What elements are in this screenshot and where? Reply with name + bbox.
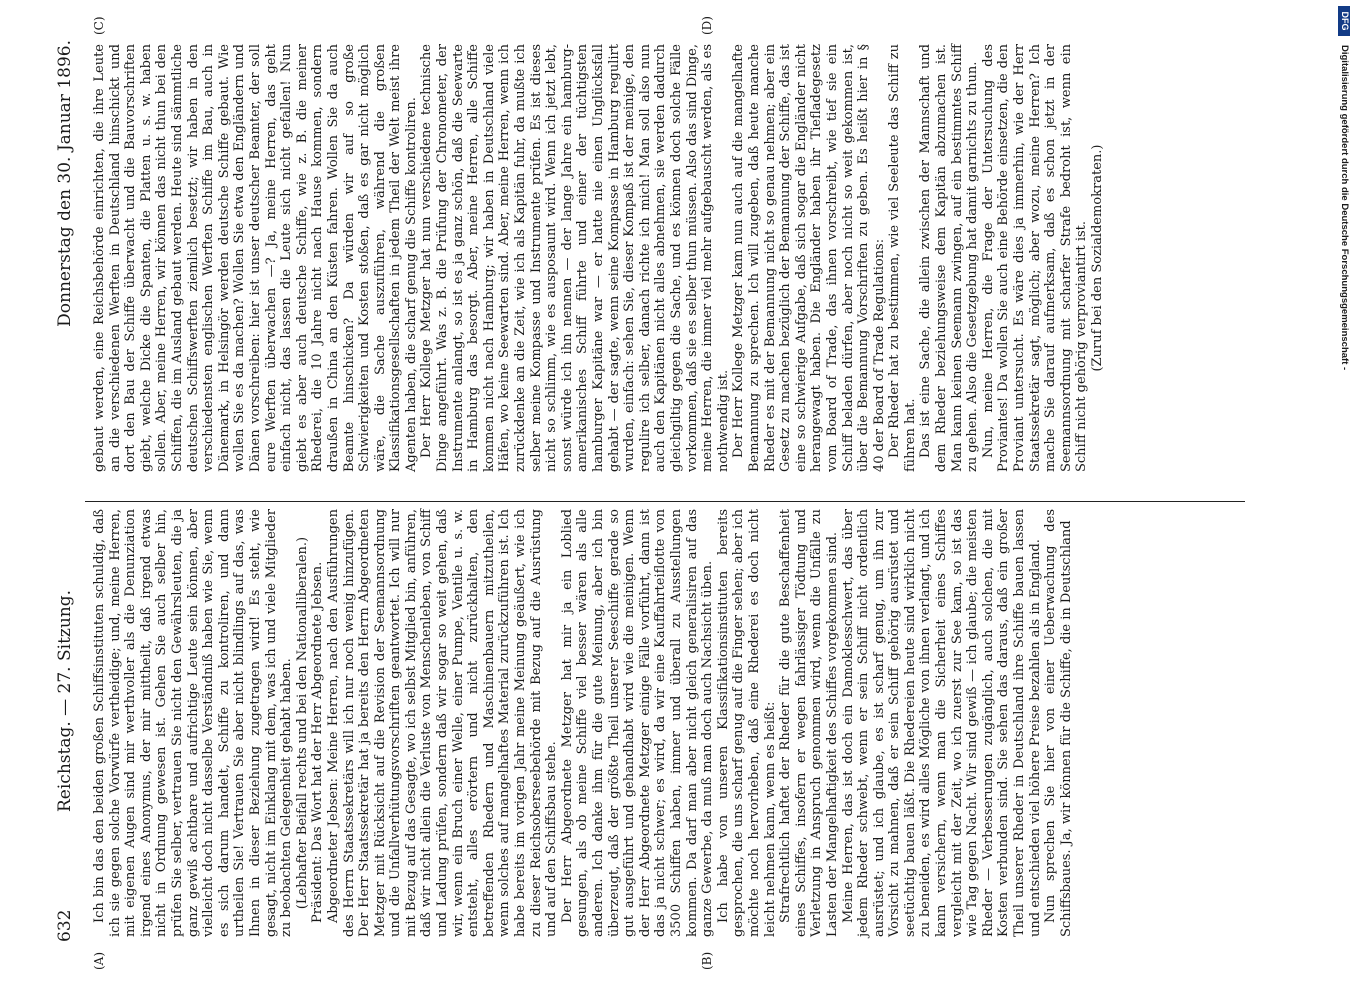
- header-right-title: Donnerstag den 30. Januar 1896.: [55, 40, 75, 327]
- margin-letter-c: (C): [92, 16, 106, 35]
- interjection: (Zuruf bei den Sozialdemokraten.): [1090, 144, 1105, 372]
- paragraph: Nun sprechen Sie hier von einer Ueberwachung des Schiffsbaues. Ja, wir können für die Schiffe, die in Deutschland: [1043, 509, 1074, 937]
- paragraph: gebaut werden, eine Reichsbehörde einrichten, die ihre Leute an die verschiedenen Werften in Deutschland hinschickt und dort den Bau der Schiffe überwacht und die Bauvorschriften giebt, welche Dicke die Spanten, die Platten u. s. w. haben sollen. Aber, meine Herren, wir können das nicht thun bei den Schiffen, die im Ausland gebaut werden. Heute sind sämmtliche deutschen Schiffswerften ziemlich besetzt; wir haben in den verschiedensten englischen Werften Schiffe im Bau, auch in Dänemark, in Helsingör werden deutsche Schiffe gebaut. Wie wollen Sie es da machen? Wollen Sie etwa den Engländern und Dänen vorschreiben: hier ist unser deutscher Beamter, der soll eure Werften überwachen —? Ja, meine Herren, das geht einfach nicht, das lassen die Leute sich nicht gefallen! Nun giebt es aber auch deutsche Schiffe, wie z. B. die meiner Rhederei, die 10 Jahre nicht nach Hause kommen, sondern draußen in China an den Küsten fahren. Wollen Sie da auch Beamte hinschicken? Da würden wir auf so große Schwierigkeiten und Kosten stoßen, daß es gar nicht möglich wäre, die Sache auszuführen, während die großen Klassifikationsgesellschaften in jedem Theil der Welt meist ihre Agenten haben, die scharf genug die Schiffe kontroliren.: [92, 44, 419, 472]
- page-header: [55, 40, 85, 942]
- paragraph: Der Herr Abgeordnete Metzger hat mir ja ein Loblied gesungen, als ob meine Schiffe viel besser wären als alle anderen. Ich danke ihm für die gute Meinung, aber ich bin überzeugt, daß der größte Theil unserer Seeschiffe gerade so gut ausgeführt und gehandhabt wird wie die meinigen. Wenn der Herr Abgeordnete Metzger einige Fälle vorführt, dann ist das ja nicht schwer; es wird, da wir eine Kauffahrteiflotte von 3500 Schiffen haben, immer und überall zu Ausstellungen kommen. Da darf man aber nicht gleich generalisiren auf das ganze Gewerbe, da muß man doch auch Nachsicht üben.: [559, 509, 716, 937]
- footer-text: Digitalisierung gefördert durch die Deutsche Forschungsgemeinschaft -: [1339, 45, 1350, 371]
- margin-letter-b: (B): [700, 951, 714, 970]
- dfg-logo: [1338, 6, 1350, 36]
- interjection: (Lebhafter Beifall rechts und bei den Nationalliberalen.): [294, 536, 310, 910]
- quotation: Der Rheder hat zu bestimmen, wie viel Seeleute das Schiff zu führen hat.: [887, 44, 918, 472]
- paragraph: Der Herr Kollege Metzger kam nun auch auf die mangelhafte Bemannung zu sprechen. Ich will zugeben, daß heute manche Rheder es mit der Bemannung nicht so genau nehmen; aber ein Gesetz zu machen bezüglich der Bemannung der Schiffe, das ist eine so schwierige Aufgabe, daß sich sogar die Engländer nicht herangewagt haben. Die Engländer haben ihr Tiefladegesetz vom Board of Trade, das ihnen vorschreibt, wie tief sie ein Schiff beladen dürfen, aber noch nicht so weit gekommen ist, über die Bemannung Vorschriften zu geben. Es heißt hier in § 40 der Board of Trade Regulations:: [731, 44, 887, 472]
- dfg-logo-text: DFG: [1340, 11, 1350, 31]
- paragraph: Der Herr Kollege Metzger hat nun verschiedene technische Dinge angeführt. Was z. B. die Prüfung der Chronometer, der Instrumente anlangt, so ist es ja ganz schön, daß die Seewarte in Hamburg das besorgt. Aber, meine Herren, alle Schiffe kommen nicht nach Hamburg; wir haben in Deutschland viele Häfen, wo keine Seewarten sind. Aber, meine Herren, wenn ich zurückdenke an die Zeit, wie ich als Kapitän fuhr, da mußte ich selber meine Kompasse und Instrumente prüfen. Es ist dieses nicht so schlimm, wie es ausposaunt wird. Wenn ich jetzt lebt, sonst würde ich ihn nennen — der lange Jahre ein hamburg-amerikanisches Schiff führte und einer der tüchtigsten hamburger Kapitäne war — er hatte nie einen Unglücksfall gehabt — der sagte, wenn seine Kompasse in Hamburg regulirt wurden, einfach: sehen Sie, dieser Kompaß ist der meinige, den regulire ich selber, danach richte ich mich! Man soll also nun auch den Kapitänen nicht alles abnehmen, sie werden dadurch gleichgiltig gegen die Sache, und es können doch solche Fälle vorkommen, daß sie es selber thun müssen. Also das sind Dinge, meine Herren, die immer viel mehr aufgebauscht werden, als es nothwendig ist.: [419, 44, 731, 472]
- paragraph: Meine Herren, das ist doch ein Damoklesschwert, das über jedem Rheder schwebt, wenn er sein Schiff nicht ordentlich ausrüstet; und ich glaube, es ist scharf genug, um ihn zur Vorsicht zu mahnen, daß er sein Schiff gehörig ausrüstet und seetüchtig bauen läßt. Die Rhedereien heute sind wirklich nicht zu beneiden, es wird alles Mögliche von ihnen verlangt, und ich kann versichern, wenn man die Sicherheit eines Schiffes vergleicht mit der Zeit, wo ich zuerst zur See kam, so ist das wie Tag gegen Nacht. Wir sind gewiß — ich glaube; die meisten Rheder — Verbesserungen zugänglich, auch solchen, die mit Kosten verbunden sind. Sie sehen das daraus, daß ein großer Theil unserer Rheder in Deutschland ihre Schiffe bauen lassen und entschieden viel höhere Preise bezahlen als in England.: [840, 509, 1043, 937]
- margin-letter-a: (A): [92, 951, 106, 970]
- paragraph: Ich habe von unseren Klassifikationsinstituten bereits gesprochen, die uns scharf genug auf die Finger sehen; aber ich möchte noch hervorheben, daß eine Rhederei es doch nicht leicht nehmen kann, wenn es heißt:: [715, 509, 778, 937]
- quotation: Strafrechtlich haftet der Rheder für die gute Beschaffenheit eines Schiffes, insofern er wegen fahrlässiger Tödtung und Verletzung in Anspruch genommen wird, wenn die Unfälle zu Lasten der Mangelhaftigkeit des Schiffes vorgekommen sind.: [778, 509, 840, 937]
- paragraph: Das ist eine Sache, die allein zwischen der Mannschaft und dem Rheder beziehungsweise dem Kapitän abzumachen ist. Man kann keinen Seemann zwingen, auf ein bestimmtes Schiff zu gehen. Also die Gesetzgebung hat damit garnichts zu thun.: [918, 44, 981, 472]
- column-divider: [85, 501, 1245, 502]
- digitization-footer: [1338, 45, 1350, 995]
- margin-letter-d: (D): [700, 16, 714, 35]
- header-left-title: Reichstag. — 27. Sitzung.: [55, 589, 75, 812]
- paragraph: Nun, meine Herren, die Frage der Untersuchung des Proviantes! Da wollen Sie auch eine Behörde einsetzen, die den Proviant untersucht. Es wäre dies ja immerhin, wie der Herr Staatssekretär sagt, möglich; aber wozu, meine Herren? Ich mache Sie darauf aufmerksam, daß es schon jetzt in der Seemannsordnung mit scharfer Strafe bedroht ist, wenn ein Schiff nicht gehörig verproviantirt ist.: [980, 44, 1090, 472]
- paragraph: Präsident: Das Wort hat der Herr Abgeordnete Jebsen.: [310, 561, 326, 923]
- paragraph: Ich bin das den beiden großen Schiffsinstituten schuldig, daß ich sie gegen solche Vorwürfe vertheidige; und, meine Herren, mit eigenen Augen sind mir werthvoller als die Denunziation irgend eines Anonymus, der mir mittheilt, daß irgend etwas nicht in Ordnung gewesen ist. Gehen Sie auch selber hin, prüfen Sie selber, vertrauen Sie nicht den Gewährsleuten, die ja ganz gewiß achtbare und aufrichtige Leute sein können, aber vielleicht doch nicht dasselbe Verständniß haben wie Sie, wenn es sich darum handelt, Schiffe zu kontroliren, und dann urtheilen Sie! Vertrauen Sie aber nicht blindlings auf das, was Ihnen in dieser Beziehung zugetragen wird! Es steht, wie gesagt, nicht im Einklang mit dem, was ich und viele Mitglieder zu beobachten Gelegenheit gehabt haben.: [92, 509, 295, 937]
- page-number: 632: [55, 909, 75, 942]
- left-column: [92, 509, 1074, 937]
- right-column: [92, 44, 1106, 472]
- paragraph: Abgeordneter Jebsen: Meine Herren, nach den Ausführungen des Herrn Staatssekretärs will ich nur noch wenig hinzufügen. Der Herr Staatssekretär hat ja bereits den Herrn Abgeordneten Metzger mit Rücksicht auf die Revision der Seemannsordnung und die Unfallverhütungsvorschriften geantwortet. Ich will nur mit Bezug auf das Gesagte, wo ich selbst Mitglied bin, anführen, daß wir nicht allein die Verluste von Menschenleben, von Schiff und Ladung prüfen, sondern daß wir sogar so weit gehen, daß wir, wenn ein Bruch einer Welle, einer Pumpe, Ventile u. s. w. entsteht, alles erörtern und nicht zurückhalten, den betreffenden Rhedern und Maschinenbauern mitzutheilen, wenn solches auf mangelhaftes Material zurückzuführen ist. Ich habe bereits im vorigen Jahr meine Meinung geäußert, wie ich zu dieser Reichsoberseebehörde mit Bezug auf die Ausrüstung und auf den Schiffsbau stehe.: [325, 509, 560, 937]
